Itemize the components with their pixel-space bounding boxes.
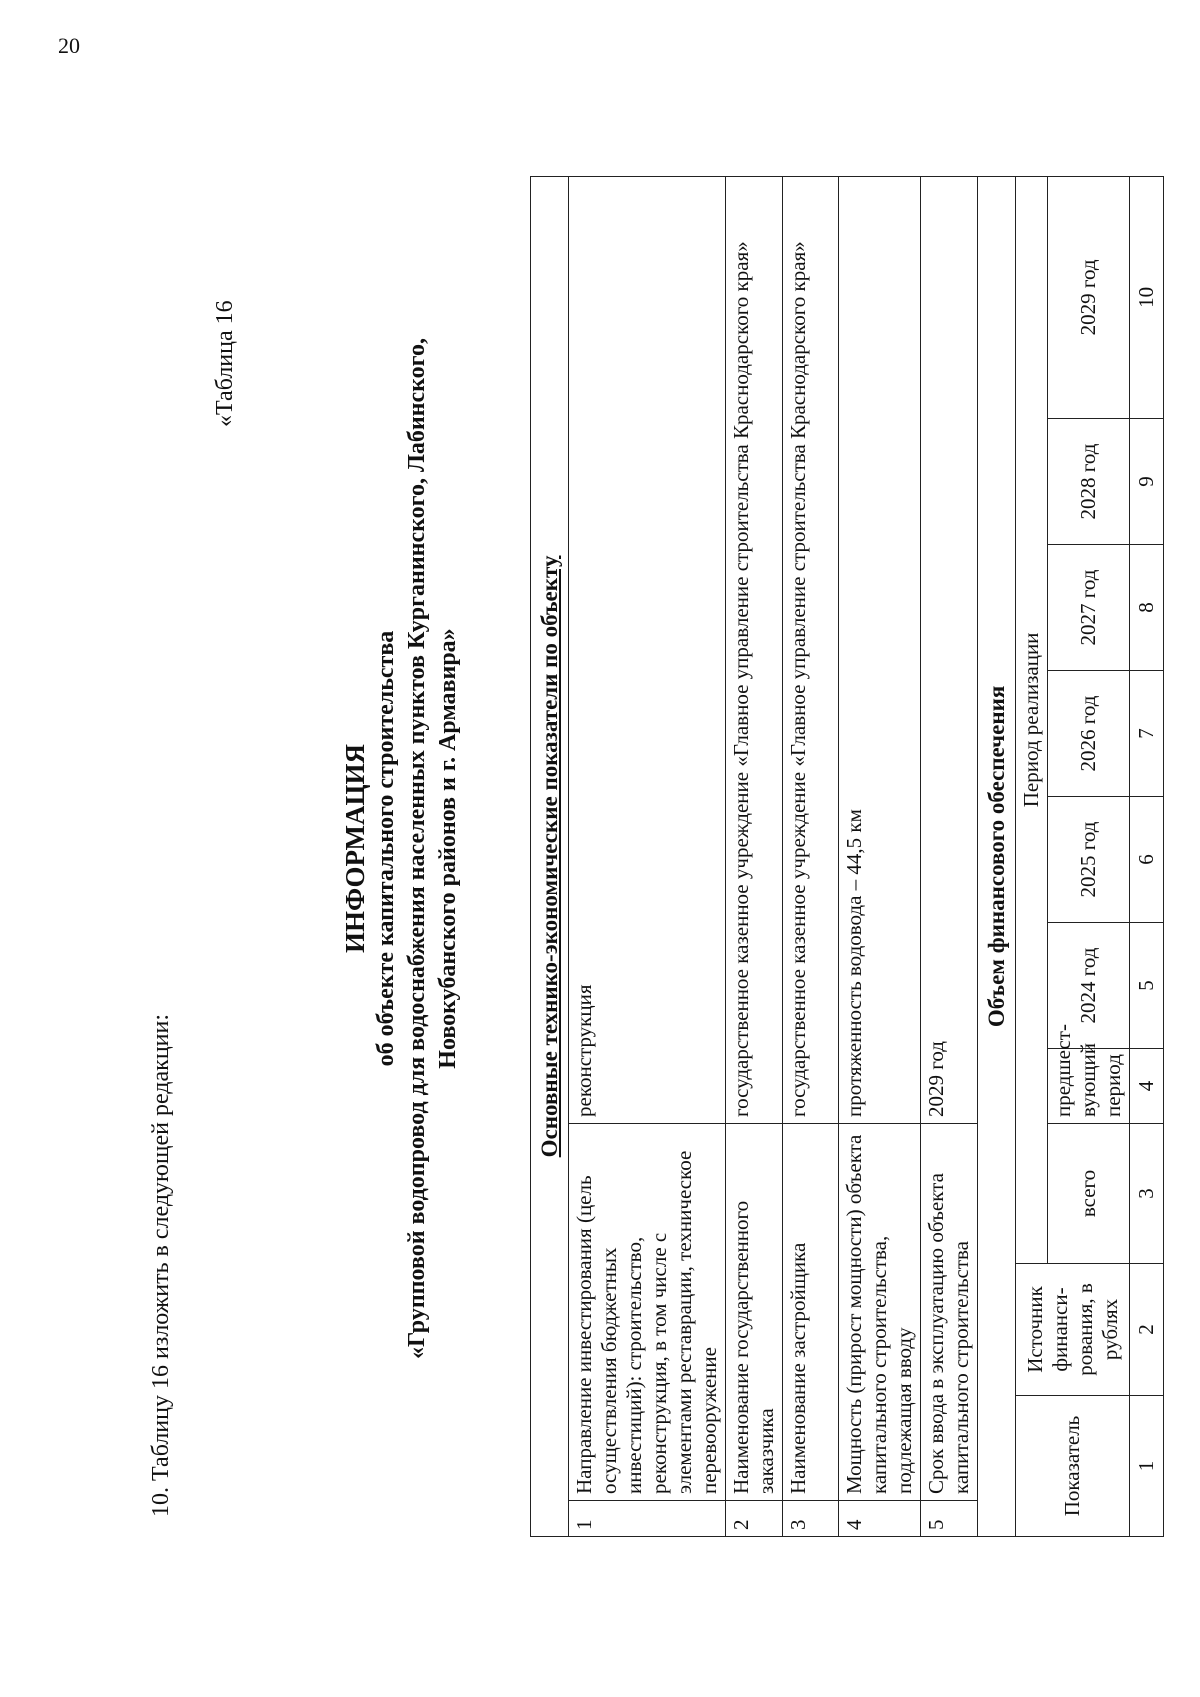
column-number: 10 — [1130, 176, 1164, 418]
section-main-title: Основные технико-экономические показатели по объекту — [531, 176, 569, 1536]
table-row — [921, 176, 978, 1536]
info-table — [530, 176, 1164, 1537]
column-number: 1 — [1130, 1396, 1164, 1537]
header-year-2024: 2024 год — [1048, 923, 1130, 1049]
row-label: Срок ввода в эксплуатацию объекта капитального строительства — [921, 1124, 978, 1501]
heading-line-1: об объекте капитального строительства — [373, 630, 399, 1067]
row-number: 3 — [783, 1501, 839, 1537]
page-number: 20 — [58, 33, 80, 58]
row-number: 2 — [726, 1501, 783, 1537]
header-year-2029: 2029 год — [1048, 176, 1130, 418]
column-number: 6 — [1130, 797, 1164, 923]
intro-text: 10. Таблицу 16 изложить в следующей редакции: — [148, 1013, 174, 1517]
column-number: 9 — [1130, 419, 1164, 545]
header-total: всего — [1048, 1124, 1130, 1264]
column-number: 8 — [1130, 545, 1164, 671]
header-year-2026: 2026 год — [1048, 671, 1130, 797]
column-number: 4 — [1130, 1049, 1164, 1124]
document-heading — [340, 0, 464, 1697]
finance-header-row — [1016, 176, 1048, 1536]
row-value: государственное казенное учреждение «Главное управление строительства Краснодарского края» — [783, 176, 839, 1123]
heading-line-3: Новокубанского районов и г. Армавира» — [435, 628, 461, 1069]
row-label: Наименование застройщика — [783, 1124, 839, 1501]
heading-title: ИНФОРМАЦИЯ — [340, 744, 370, 953]
section-header-row — [531, 176, 569, 1536]
column-number: 7 — [1130, 671, 1164, 797]
row-number: 4 — [839, 1501, 921, 1537]
section-finance-title: Объем финансового обеспечения — [978, 176, 1016, 1536]
row-label: Направление инвестирования (цель осуществления бюджетных инвестиций): строительство, реконструкция, в том числе с элементами реставрации, техническое перевооружение — [569, 1124, 726, 1501]
table-reference: «Таблица 16 — [212, 300, 238, 427]
row-value: 2029 год — [921, 176, 978, 1123]
column-number: 2 — [1130, 1264, 1164, 1396]
header-year-2028: 2028 год — [1048, 419, 1130, 545]
heading-line-2: «Групповой водопровод для водоснабжения населенных пунктов Курганинского, Лабинского, — [404, 338, 430, 1359]
header-indicator: Показатель — [1016, 1396, 1130, 1537]
header-source: Источник финанси-рования, в рублях — [1016, 1264, 1130, 1396]
row-label: Мощность (прирост мощности) объекта капитального строительства, подлежащая вводу — [839, 1124, 921, 1501]
table-row — [726, 176, 783, 1536]
header-year-2027: 2027 год — [1048, 545, 1130, 671]
column-number: 5 — [1130, 923, 1164, 1049]
column-number: 3 — [1130, 1124, 1164, 1264]
header-year-2025: 2025 год — [1048, 797, 1130, 923]
table-row — [783, 176, 839, 1536]
header-period: Период реализации — [1016, 176, 1048, 1263]
row-number: 1 — [569, 1501, 726, 1537]
header-previous: предшест-вующий период — [1048, 1049, 1130, 1124]
column-number-row — [1130, 176, 1164, 1536]
row-value: протяженность водовода – 44,5 км — [839, 176, 921, 1123]
table-row — [839, 176, 921, 1536]
row-number: 5 — [921, 1501, 978, 1537]
table-row — [569, 176, 726, 1536]
row-value: реконструкция — [569, 176, 726, 1123]
row-value: государственное казенное учреждение «Главное управление строительства Краснодарского края» — [726, 176, 783, 1123]
section-header-row — [978, 176, 1016, 1536]
row-label: Наименование государственного заказчика — [726, 1124, 783, 1501]
